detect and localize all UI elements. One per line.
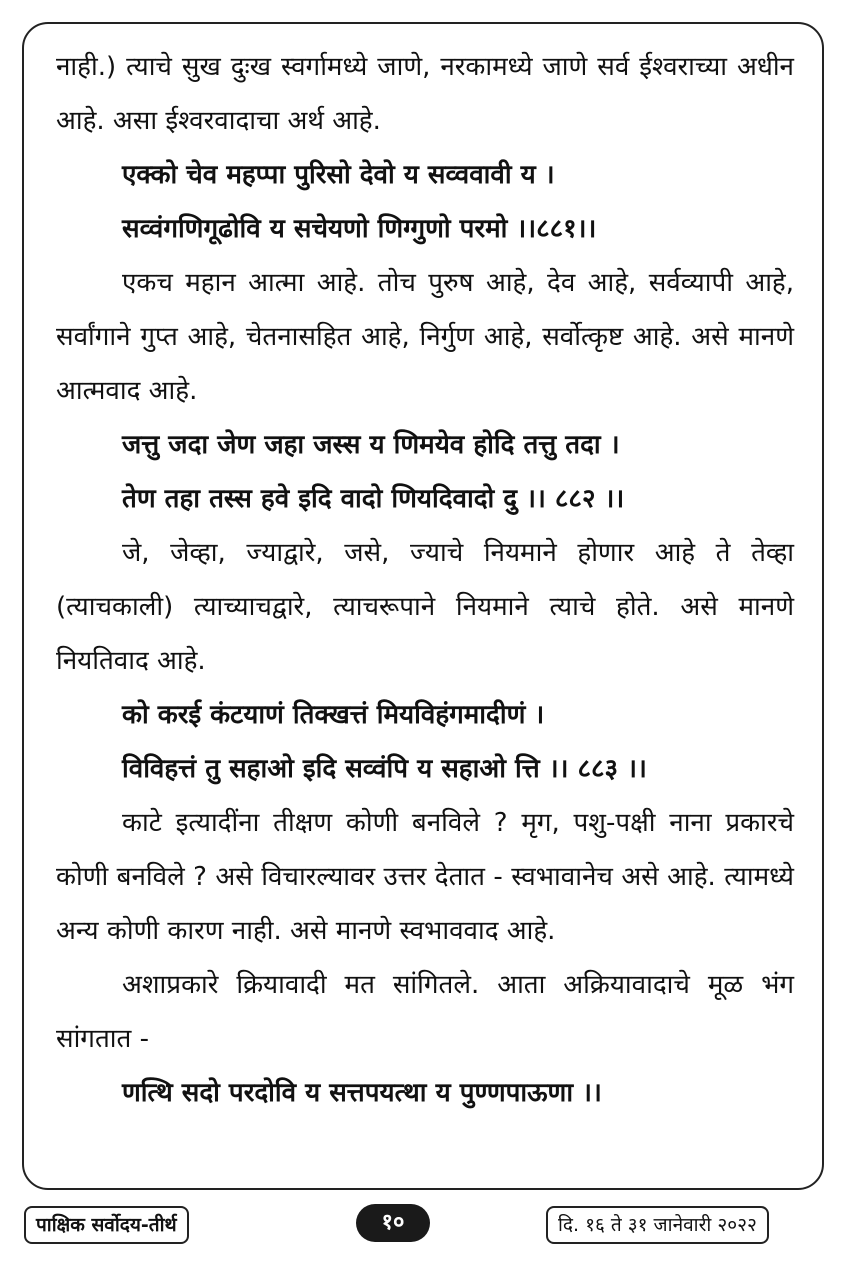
issue-date: दि. १६ ते ३१ जानेवारी २०२२ (546, 1206, 769, 1244)
page-content (56, 40, 794, 1120)
verse-883-line-2: विविहत्तं तु सहाओ इदि सव्वंपि य सहाओ त्ति ।। ८८३ ।। (122, 754, 647, 784)
verse-883-line-1: को करई कंटयाणं तिक्खत्तं मियविहंगमादीणं । (122, 700, 545, 730)
paragraph-akriyavada-intro: अशाप्रकारे क्रियावादी मत सांगितले. आता अक्रियावादाचे मूळ भंग सांगतात - (56, 970, 794, 1054)
paragraph-niyativada: जे, जेव्हा, ज्याद्वारे, जसे, ज्याचे नियमाने होणार आहे ते तेव्हा (त्याचकाली) त्याच्याचद्वारे, त्याचरूपाने नियमाने त्याचे होते. असे मानणे नियतिवाद आहे. (56, 538, 794, 676)
verse-882-line-1: जत्तु जदा जेण जहा जस्स य णिमयेव होदि तत्तु तदा । (122, 430, 620, 460)
verse-882-line-2: तेण तहा तस्स हवे इदि वादो णियदिवादो दु ।। ८८२ ।। (122, 484, 625, 514)
verse-881-line-1: एक्को चेव महप्पा पुरिसो देवो य सव्ववावी य । (122, 160, 555, 190)
verse-884-line-1: णत्थि सदो परदोवि य सत्तपयत्था य पुण्णपाऊणा ।। (122, 1078, 602, 1108)
verse-881-line-2: सव्वंगणिगूढोवि य सचेयणो णिग्गुणो परमो ।।८८१।। (122, 214, 597, 244)
paragraph-svabhavavada: काटे इत्यादींना तीक्षण कोणी बनविले ? मृग, पशु-पक्षी नाना प्रकारचे कोणी बनविले ? असे विचारल्यावर उत्तर देतात - स्वभावानेच असे आहे. त्यामध्ये अन्य कोणी कारण नाही. असे मानणे स्वभाववाद आहे. (56, 808, 794, 946)
paragraph-atmavada: एकच महान आत्मा आहे. तोच पुरुष आहे, देव आहे, सर्वव्यापी आहे, सर्वांगाने गुप्त आहे, चेतनासहित आहे, निर्गुण आहे, सर्वोत्कृष्ट आहे. असे मानणे आत्मवाद आहे. (56, 268, 794, 406)
publication-name: पाक्षिक सर्वोदय-तीर्थ (24, 1206, 189, 1244)
page-number: १० (356, 1204, 430, 1242)
paragraph-ishvaravada: नाही.) त्याचे सुख दुःख स्वर्गामध्ये जाणे, नरकामध्ये जाणे सर्व ईश्वराच्या अधीन आहे. असा ईश्वरवादाचा अर्थ आहे. (56, 52, 794, 136)
